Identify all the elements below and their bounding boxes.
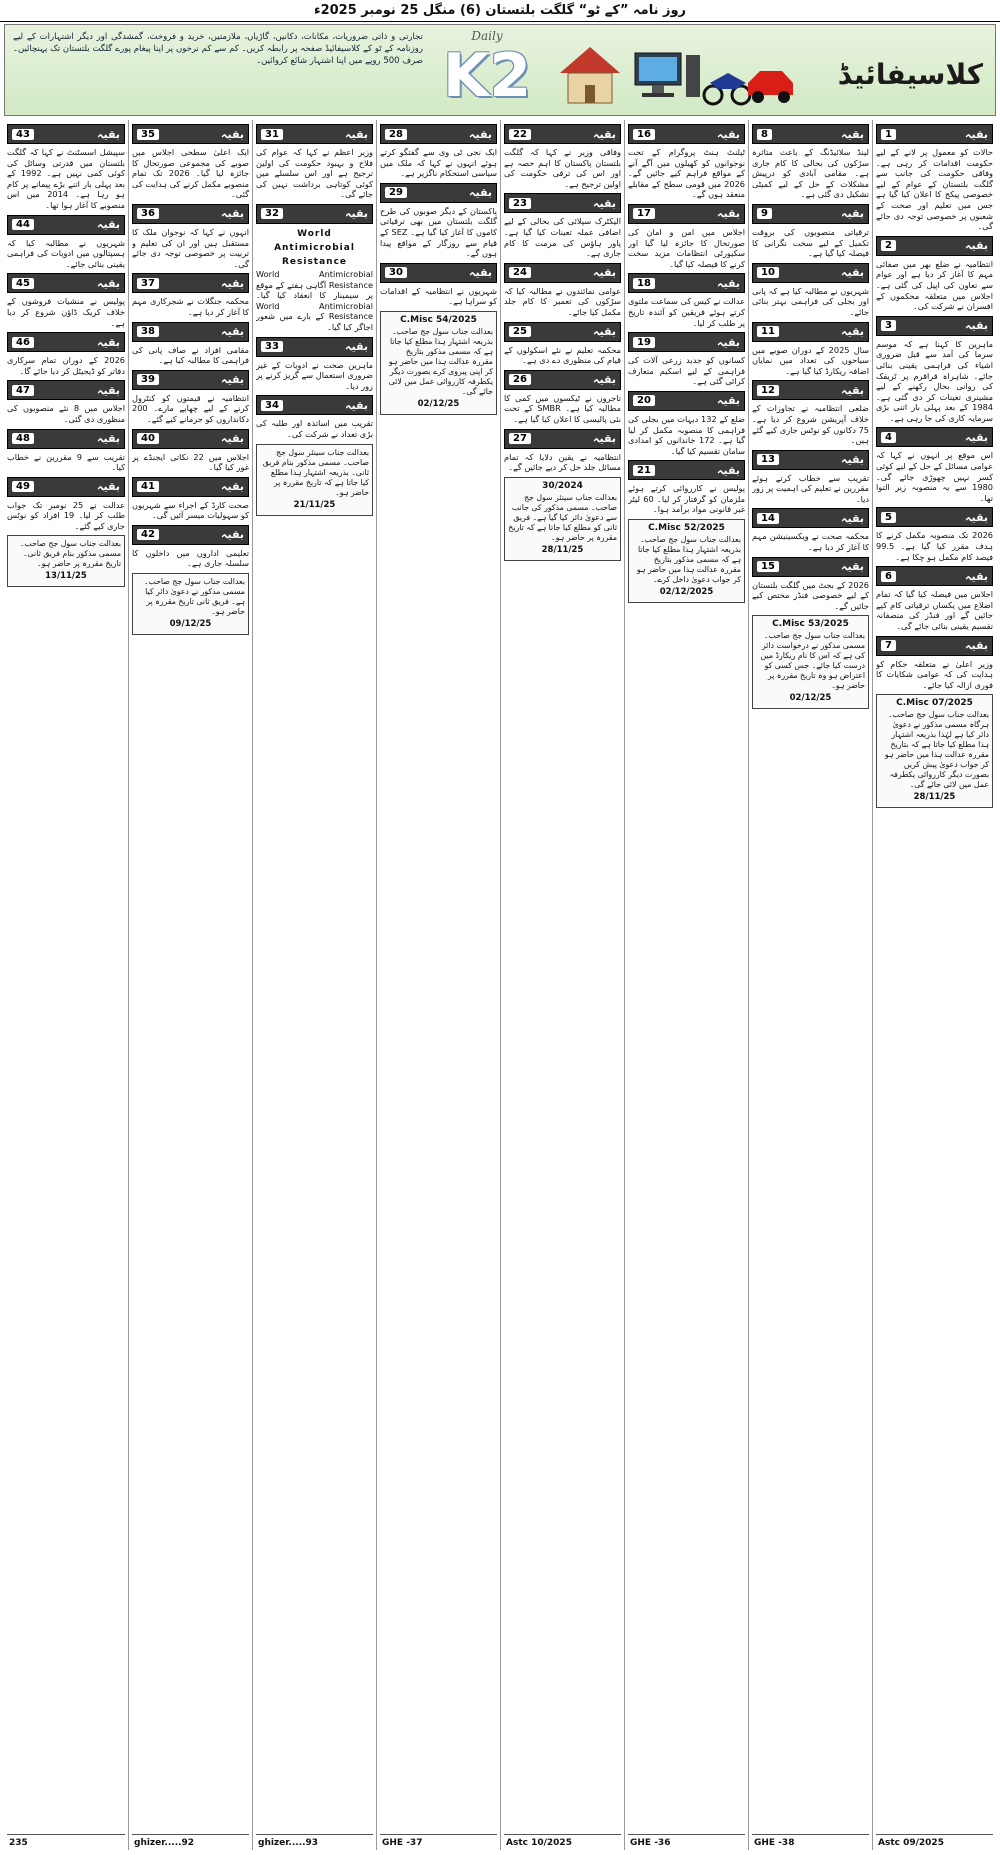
article-text: انتظامیہ نے قیمتوں کو کنٹرول کرنے کے لیے چھاپے مارے۔ 200 دکانداروں کو جرمانے کیے گئے۔ xyxy=(132,392,249,424)
article-text: عوامی نمائندوں نے مطالبہ کیا کہ سڑکوں کی تعمیر کا کام جلد مکمل کیا جائے۔ xyxy=(504,285,621,317)
continuation-tag xyxy=(7,124,125,144)
article-text: پاکستان کے دیگر صوبوں کی طرح گلگت بلتستان میں بھی ترقیاتی کاموں کا آغاز کیا گیا ہے۔ SEZ کے قیام سے روزگار کے مواقع پیدا ہوں گے۔ xyxy=(380,205,497,259)
continuation-tag xyxy=(132,322,249,342)
continuation-word: بقیہ xyxy=(345,207,368,221)
continuation-word: بقیہ xyxy=(841,560,864,574)
notice-text: بعدالت جناب سول جج صاحب۔ بذریعہ اشتہار ہذا مطلع کیا جاتا ہے کہ مسمی مذکور بتاریخ مقررہ عدالت ہذا میں حاضر ہو کر جواب دعویٰ داخل کرے۔ xyxy=(636,535,741,585)
continuation-word: بقیہ xyxy=(97,276,120,290)
article-text: 2026 تک منصوبہ مکمل کرنے کا ہدف مقرر کیا گیا ہے۔ 99.5 فیصد کام مکمل ہو چکا ہے۔ xyxy=(876,530,993,562)
article-text: تقریب سے 9 مقررین نے خطاب کیا۔ xyxy=(7,451,125,473)
news-column xyxy=(252,120,376,1850)
continuation-word: بقیہ xyxy=(593,266,616,280)
article-text: انہوں نے کہا کہ نوجوان ملک کا مستقبل ہیں اور ان کی تعلیم و تربیت پر خصوصی توجہ دی جائے گی۔ xyxy=(132,226,249,269)
english-term: Antimicrobial xyxy=(274,242,355,253)
continuation-tag xyxy=(380,124,497,144)
article-text: پولیس نے کارروائی کرتے ہوئے ملزمان کو گرفتار کر لیا۔ 60 لیٹر غیر قانونی مواد برآمد ہوا۔ xyxy=(628,483,745,515)
continuation-word: بقیہ xyxy=(841,511,864,525)
ad-reference-code: Astc 09/2025 xyxy=(876,1834,993,1850)
continuation-word: بقیہ xyxy=(717,207,740,221)
continuation-tag xyxy=(7,380,125,400)
continuation-tag xyxy=(132,273,249,293)
article-text: محکمہ تعلیم نے نئے اسکولوں کے قیام کی منظوری دے دی ہے۔ xyxy=(504,344,621,366)
article-text: لینڈ سلائیڈنگ کے باعث متاثرہ سڑکوں کی بحالی کا کام جاری ہے۔ مقامی آبادی کو درپیش مشکلات کے حل کے لیے کمیٹی تشکیل دی گئی ہے۔ xyxy=(752,147,869,200)
article-text: World Antimicrobial Resistance آگاہی ہفتے کے موقع پر سیمینار کا انعقاد کیا گیا۔ World Antimicrobial Resistance کے بارے میں شعور اجاگر کیا گیا۔ xyxy=(256,268,373,332)
continuation-word: بقیہ xyxy=(717,276,740,290)
article-text: مقامی افراد نے صاف پانی کی فراہمی کا مطالبہ کیا ہے۔ xyxy=(132,344,249,366)
continuation-word: بقیہ xyxy=(221,207,244,221)
continuation-word: بقیہ xyxy=(593,373,616,387)
continuation-tag xyxy=(132,525,249,545)
continuation-tag xyxy=(628,332,745,352)
continuation-number: 1 xyxy=(881,129,896,140)
continuation-number: 11 xyxy=(757,326,779,337)
article-text: الیکٹرک سپلائی کی بحالی کے لیے اضافی عملہ تعینات کیا گیا ہے۔ پاور ہاؤس کی مرمت کا کام جاری ہے۔ xyxy=(504,216,621,259)
continuation-number: 17 xyxy=(633,208,655,219)
continuation-number: 45 xyxy=(12,278,34,289)
continuation-number: 40 xyxy=(137,433,159,444)
continuation-number: 37 xyxy=(137,278,159,289)
continuation-word: بقیہ xyxy=(97,335,120,349)
continuation-tag xyxy=(504,322,621,342)
continuation-number: 47 xyxy=(12,385,34,396)
article-text: تعلیمی اداروں میں داخلوں کا سلسلہ جاری ہے۔ xyxy=(132,547,249,569)
continuation-number: 30 xyxy=(385,267,407,278)
notice-date: 21/11/25 xyxy=(293,499,336,510)
continuation-word: بقیہ xyxy=(221,127,244,141)
continuation-number: 14 xyxy=(757,513,779,524)
continuation-word: بقیہ xyxy=(717,335,740,349)
continuation-tag xyxy=(7,273,125,293)
article-text: 2026 کے دوران تمام سرکاری دفاتر کو ڈیجیٹل کر دیا جائے گا۔ xyxy=(7,355,125,376)
continuation-tag xyxy=(504,370,621,390)
continuation-word: بقیہ xyxy=(841,207,864,221)
article-text: اجلاس میں 8 نئے منصوبوں کی منظوری دی گئی۔ xyxy=(7,403,125,424)
continuation-tag xyxy=(628,204,745,224)
continuation-tag xyxy=(256,395,373,415)
continuation-number: 32 xyxy=(261,208,283,219)
continuation-number: 21 xyxy=(633,465,655,476)
continuation-number: 5 xyxy=(881,512,896,523)
continuation-tag xyxy=(380,183,497,203)
continuation-number: 18 xyxy=(633,278,655,289)
english-term: Resistance xyxy=(281,256,348,267)
continuation-word: بقیہ xyxy=(221,373,244,387)
article-text: اجلاس میں امن و امان کی صورتحال کا جائزہ لیا گیا اور سکیورٹی انتظامات مزید سخت کرنے کا فیصلہ کیا گیا۔ xyxy=(628,226,745,269)
notice-text: بعدالت جناب سول جج صاحب۔ مسمی مذکور بنام فریق ثانی۔ تاریخ مقررہ پر حاضر ہو۔ xyxy=(19,539,121,569)
news-column xyxy=(500,120,624,1850)
continuation-number: 15 xyxy=(757,561,779,572)
continuation-tag xyxy=(876,236,993,256)
continuation-number: 13 xyxy=(757,454,779,465)
ad-reference-code: ghizer.....93 xyxy=(256,1834,373,1850)
article-text: شہریوں نے انتظامیہ کے اقدامات کو سراہا ہے۔ xyxy=(380,285,497,307)
continuation-word: بقیہ xyxy=(965,639,988,653)
continuation-word: بقیہ xyxy=(593,196,616,210)
article-text: شہریوں نے مطالبہ کیا ہے کہ پانی اور بجلی کی فراہمی بہتر بنائی جائے۔ xyxy=(752,285,869,317)
article-text: صحت کارڈ کے اجراء سے شہریوں کو سہولیات میسر آئیں گی۔ xyxy=(132,499,249,521)
continuation-number: 29 xyxy=(385,187,407,198)
continuation-number: 36 xyxy=(137,208,159,219)
notice-date: 28/11/25 xyxy=(913,792,956,803)
article-text: 2026 کے بجٹ میں گلگت بلتستان کے لیے خصوصی فنڈز مختص کیے جائیں گے۔ xyxy=(752,579,869,611)
continuation-tag xyxy=(628,391,745,411)
continuation-tag xyxy=(752,322,869,342)
continuation-tag xyxy=(504,124,621,144)
continuation-tag xyxy=(752,508,869,528)
continuation-tag xyxy=(752,204,869,224)
notice-text: بعدالت جناب سول جج صاحب۔ بذریعہ اشتہار ہذا مطلع کیا جاتا ہے کہ مسمی مذکور بتاریخ مقررہ عدالت ہذا میں حاضر ہو کر اپنی پیروی کرے بصورت دیگر یکطرفہ کارروائی عمل میں لائی جائے گی۔ xyxy=(388,326,493,396)
ad-reference-code: 235 xyxy=(7,1834,125,1850)
continuation-tag xyxy=(7,477,125,497)
continuation-word: بقیہ xyxy=(593,432,616,445)
continuation-tag xyxy=(876,566,993,586)
continuation-word: بقیہ xyxy=(221,325,244,339)
article-text: وزیر اعظم نے کہا کہ عوام کی فلاح و بہبود حکومت کی اولین ترجیح ہے اور اس سلسلے میں کوئی کوتاہی برداشت نہیں کی جائے گی۔ xyxy=(256,147,373,200)
continuation-number: 48 xyxy=(12,433,34,444)
news-column xyxy=(4,120,128,1850)
continuation-word: بقیہ xyxy=(965,430,988,444)
continuation-tag xyxy=(504,263,621,283)
banner-promo-text: تجارتی و ذاتی ضروریات، مکانات، دکانیں، گاڑیاں، ملازمتیں، خرید و فروخت، گمشدگی اور دیگر اشتہارات کے لیے روزنامہ کے ٹو کے کلاسیفائیڈ صفحہ پر رابطہ کریں۔ کم سے کم نرخوں پر اپنا پیغام پورے گلگت بلتستان تک پہنچائیں۔ صرف 500 روپے میں اپنا اشتہار شائع کروائیں۔ xyxy=(13,32,423,66)
article-text: محکمہ صحت نے ویکسینیشن مہم کا آغاز کر دیا ہے۔ xyxy=(752,531,869,553)
continuation-word: بقیہ xyxy=(965,127,988,141)
continuation-word: بقیہ xyxy=(841,453,864,467)
continuation-tag xyxy=(876,427,993,447)
continuation-word: بقیہ xyxy=(841,383,864,397)
case-number: C.Misc 07/2025 xyxy=(896,698,973,709)
continuation-word: بقیہ xyxy=(345,340,368,354)
continuation-number: 35 xyxy=(137,129,159,140)
banner-title: کلاسیفائیڈ xyxy=(837,58,983,91)
article-text: عدالت نے 25 نومبر تک جواب طلب کر لیا۔ 19 افراد کو نوٹس جاری کیے گئے۔ xyxy=(7,499,125,531)
court-notice xyxy=(256,444,373,516)
continuation-number: 8 xyxy=(757,129,772,140)
continuation-number: 38 xyxy=(137,326,159,337)
continuation-number: 28 xyxy=(385,129,407,140)
article-text: وفاقی وزیر نے کہا کہ گلگت بلتستان پاکستان کا اہم حصہ ہے اور اس کی ترقی حکومت کی اولین ترجیح ہے۔ xyxy=(504,147,621,189)
article-text: ماہرین کا کہنا ہے کہ موسم سرما کی آمد سے قبل ضروری اشیاء کی فراہمی یقینی بنائی جائے۔ شاہراہ قراقرم پر ٹریفک کی روانی بحال رکھنے کے لیے مشینری تعینات کر دی گئی ہے۔ 1984 کے بعد پہلی بار اتنی بڑی سرمایہ کاری کی جا رہی ہے۔ xyxy=(876,338,993,423)
english-term: World xyxy=(297,228,332,239)
article-text: تقریب سے خطاب کرتے ہوئے مقررین نے تعلیم کی اہمیت پر زور دیا۔ xyxy=(752,472,869,504)
continuation-number: 42 xyxy=(137,529,159,540)
continuation-word: بقیہ xyxy=(469,266,492,280)
continuation-tag xyxy=(752,380,869,400)
continuation-word: بقیہ xyxy=(97,218,120,232)
continuation-number: 46 xyxy=(12,337,34,348)
continuation-tag xyxy=(380,263,497,283)
article-text: ماہرین صحت نے ادویات کے غیر ضروری استعمال سے گریز کرنے پر زور دیا۔ xyxy=(256,359,373,391)
continuation-tag xyxy=(628,273,745,293)
continuation-number: 9 xyxy=(757,208,772,219)
notice-text: بعدالت جناب سول جج صاحب۔ مسمی مذکور نے درخواست دائر کی ہے کہ اس کا نام ریکارڈ میں درست کیا جائے۔ جس کسی کو اعتراض ہو وہ تاریخ مقررہ پر حاضر ہو۔ xyxy=(760,631,865,691)
article-text: انتظامیہ نے یقین دلایا کہ تمام مسائل جلد حل کر دیے جائیں گے۔ xyxy=(504,451,621,473)
ad-reference-code: ghizer.....92 xyxy=(132,1834,249,1850)
continuation-word: بقیہ xyxy=(717,394,740,408)
continuation-number: 34 xyxy=(261,400,283,411)
continuation-number: 25 xyxy=(509,326,531,337)
article-text: اجلاس میں 22 نکاتی ایجنڈے پر غور کیا گیا۔ xyxy=(132,451,249,473)
continuation-tag xyxy=(7,429,125,449)
continuation-number: 16 xyxy=(633,129,655,140)
continuation-number: 4 xyxy=(881,432,896,443)
article-text: سال 2025 کے دوران صوبے میں سیاحوں کی تعداد میں نمایاں اضافہ ریکارڈ کیا گیا ہے۔ xyxy=(752,344,869,376)
article-text: پولیس نے منشیات فروشوں کے خلاف کریک ڈاؤن شروع کر دیا ہے۔ xyxy=(7,296,125,328)
continuation-word: بقیہ xyxy=(221,528,244,542)
news-columns xyxy=(4,120,996,1850)
article-text: حالات کو معمول پر لانے کے لیے حکومت اقدامات کر رہی ہے۔ وفاقی حکومت کی جانب سے گلگت بلتستان کے عوام کے لیے خصوصی پیکج کا اعلان کیا گیا ہے جس میں تعلیم اور صحت کے شعبوں پر خصوصی توجہ دی جائے گی۔ xyxy=(876,147,993,232)
continuation-word: بقیہ xyxy=(593,127,616,141)
classified-banner xyxy=(4,24,996,116)
continuation-tag xyxy=(256,204,373,224)
continuation-word: بقیہ xyxy=(965,510,988,524)
continuation-number: 23 xyxy=(509,198,531,209)
continuation-tag xyxy=(876,124,993,144)
court-notice xyxy=(504,477,621,561)
continuation-word: بقیہ xyxy=(841,266,864,280)
continuation-tag xyxy=(876,507,993,527)
continuation-word: بقیہ xyxy=(345,398,368,412)
continuation-tag xyxy=(132,204,249,224)
continuation-number: 33 xyxy=(261,341,283,352)
continuation-number: 39 xyxy=(137,374,159,385)
notice-date: 13/11/25 xyxy=(45,571,87,582)
news-column xyxy=(376,120,500,1850)
page-dateline: روز نامہ ”کے ٹو“ گلگت بلتستان (6) منگل 25 نومبر 2025ء xyxy=(0,0,1000,22)
court-notice xyxy=(7,535,125,587)
continuation-number: 43 xyxy=(12,129,34,140)
continuation-word: بقیہ xyxy=(345,127,368,141)
article-text: انتظامیہ نے ضلع بھر میں صفائی مہم کا آغاز کر دیا ہے اور عوام سے تعاون کی اپیل کی گئی ہے۔ اجلاس میں متعلقہ محکموں کے افسران نے شرکت کی۔ xyxy=(876,258,993,312)
continuation-word: بقیہ xyxy=(221,432,244,445)
continuation-number: 41 xyxy=(137,481,159,492)
continuation-tag xyxy=(132,477,249,497)
ad-reference-code: GHE -37 xyxy=(380,1834,497,1850)
ad-reference-code: GHE -36 xyxy=(628,1834,745,1850)
continuation-word: بقیہ xyxy=(97,480,120,494)
continuation-number: 6 xyxy=(881,571,896,582)
article-text: ضلع کے 132 دیہات میں بجلی کی فراہمی کا منصوبہ مکمل کر لیا گیا ہے۔ 172 خاندانوں کو امدادی سامان تقسیم کیا گیا۔ xyxy=(628,413,745,456)
continuation-tag xyxy=(132,429,249,449)
continuation-tag xyxy=(628,460,745,480)
continuation-tag xyxy=(876,316,993,336)
court-notice xyxy=(752,615,869,709)
continuation-word: بقیہ xyxy=(717,127,740,141)
continuation-word: بقیہ xyxy=(97,383,120,397)
court-notice xyxy=(380,311,497,415)
case-number: C.Misc 53/2025 xyxy=(772,619,849,630)
banner-illustration-icon xyxy=(550,33,795,111)
continuation-tag xyxy=(752,124,869,144)
notice-date: 02/12/25 xyxy=(789,693,832,704)
continuation-tag xyxy=(256,337,373,357)
notice-text: بعدالت جناب سول جج صاحب۔ ہرگاہ مسمی مذکور نے دعویٰ دائر کیا ہے لہٰذا بذریعہ اشتہار ہذا مطلع کیا جاتا ہے کہ بتاریخ مقررہ عدالت ہذا میں حاضر ہو کر جواب دعویٰ پیش کریں بصورت دیگر کارروائی یکطرفہ عمل میں لائی جائے گی۔ xyxy=(884,710,989,790)
continuation-word: بقیہ xyxy=(221,276,244,290)
continuation-tag xyxy=(132,124,249,144)
case-number: 30/2024 xyxy=(542,480,583,491)
continuation-number: 2 xyxy=(881,240,896,251)
continuation-tag xyxy=(504,193,621,213)
ad-reference-code: GHE -38 xyxy=(752,1834,869,1850)
continuation-word: بقیہ xyxy=(841,325,864,339)
article-text: ایک اعلیٰ سطحی اجلاس میں صوبے کی مجموعی صورتحال کا جائزہ لیا گیا۔ 2026 تک تمام منصوبے مکمل کرنے کی ہدایت کی گئی۔ xyxy=(132,147,249,200)
continuation-number: 31 xyxy=(261,129,283,140)
continuation-tag xyxy=(7,332,125,352)
article-text: ٹیلنٹ ہنٹ پروگرام کے تحت نوجوانوں کو کھیلوں میں آگے آنے کے مواقع فراہم کیے جائیں گے۔ 2026 میں قومی سطح کے مقابلے منعقد ہوں گے۔ xyxy=(628,147,745,200)
notice-text: بعدالت جناب سینئر سول جج صاحب۔ مسمی مذکور کی جانب سے دعویٰ دائر کیا گیا ہے۔ فریق ثانی کو مطلع کیا جاتا ہے کہ تاریخ مقررہ پر حاضر ہو۔ xyxy=(508,492,617,542)
court-notice xyxy=(876,694,993,808)
continuation-word: بقیہ xyxy=(469,127,492,141)
notice-text: بعدالت جناب سینئر سول جج صاحب۔ مسمی مذکور بنام فریق ثانی۔ بذریعہ اشتہار ہذا مطلع کیا جاتا ہے کہ تاریخ مقررہ پر حاضر ہو۔ xyxy=(262,447,369,497)
k2-logo xyxy=(437,29,537,113)
article-text: محکمہ جنگلات نے شجرکاری مہم کا آغاز کر دیا ہے۔ xyxy=(132,296,249,317)
case-number: C.Misc 52/2025 xyxy=(648,523,725,534)
continuation-word: بقیہ xyxy=(841,127,864,141)
logo-k2-label: K2 xyxy=(442,41,532,111)
article-text: اس موقع پر انہوں نے کہا کہ عوامی مسائل کے حل کے لیے کوئی کسر نہیں چھوڑی جائے گی۔ 1980 سے یہ منصوبہ زیر التوا تھا۔ xyxy=(876,450,993,503)
news-column xyxy=(872,120,996,1850)
article-text: ترقیاتی منصوبوں کی بروقت تکمیل کے لیے سخت نگرانی کا فیصلہ کیا گیا ہے۔ xyxy=(752,226,869,259)
continuation-number: 27 xyxy=(509,433,531,444)
continuation-tag xyxy=(7,215,125,235)
news-column xyxy=(624,120,748,1850)
continuation-tag xyxy=(132,370,249,390)
continuation-tag xyxy=(504,429,621,449)
notice-date: 28/11/25 xyxy=(541,544,584,555)
article-text: شہریوں نے مطالبہ کیا کہ ہسپتالوں میں ادویات کی فراہمی یقینی بنائی جائے۔ xyxy=(7,237,125,269)
continuation-number: 3 xyxy=(881,320,896,331)
article-text: سپیشل اسسٹنٹ نے کہا کہ گلگت بلتستان میں قدرتی وسائل کی کوئی کمی نہیں ہے۔ 1992 کے بعد پہلی بار اتنے بڑے پیمانے پر کام ہو رہا ہے۔ 2014 میں اس منصوبے کا آغاز ہوا تھا۔ xyxy=(7,147,125,210)
ad-reference-code: Astc 10/2025 xyxy=(504,1834,621,1850)
continuation-tag xyxy=(256,124,373,144)
continuation-tag xyxy=(752,450,869,470)
continuation-word: بقیہ xyxy=(97,127,120,141)
logo-daily-label: Daily xyxy=(471,29,503,43)
news-column xyxy=(128,120,252,1850)
continuation-word: بقیہ xyxy=(469,186,492,200)
court-notice xyxy=(132,573,249,635)
article-text: وزیر اعلیٰ نے متعلقہ حکام کو ہدایت کی کہ عوامی شکایات کا فوری ازالہ کیا جائے۔ xyxy=(876,658,993,690)
article-text: ایک نجی ٹی وی سے گفتگو کرتے ہوئے انہوں نے کہا کہ ملک میں سیاسی استحکام ناگزیر ہے۔ xyxy=(380,147,497,179)
article-text: تقریب میں اساتذہ اور طلبہ کی بڑی تعداد نے شرکت کی۔ xyxy=(256,418,373,439)
continuation-number: 12 xyxy=(757,385,779,396)
notice-date: 02/12/2025 xyxy=(659,587,714,598)
continuation-number: 20 xyxy=(633,395,655,406)
continuation-number: 24 xyxy=(509,267,531,278)
continuation-word: بقیہ xyxy=(97,432,120,445)
continuation-word: بقیہ xyxy=(965,569,988,583)
continuation-tag xyxy=(752,557,869,577)
continuation-tag xyxy=(628,124,745,144)
continuation-number: 49 xyxy=(12,481,34,492)
notice-date: 09/12/25 xyxy=(169,619,212,630)
continuation-word: بقیہ xyxy=(717,463,740,477)
continuation-number: 44 xyxy=(12,219,34,230)
continuation-tag xyxy=(752,263,869,283)
court-notice xyxy=(628,519,745,603)
continuation-tag xyxy=(876,636,993,656)
continuation-number: 19 xyxy=(633,337,655,348)
article-text: اجلاس میں فیصلہ کیا گیا کہ تمام اضلاع میں یکساں ترقیاتی کام کیے جائیں گے اور فنڈز کی منصفانہ تقسیم یقینی بنائی جائے گی۔ xyxy=(876,589,993,631)
continuation-number: 22 xyxy=(509,129,531,140)
notice-date: 02/12/25 xyxy=(417,398,460,409)
continuation-word: بقیہ xyxy=(965,319,988,333)
article-text: عدالت نے کیس کی سماعت ملتوی کرتے ہوئے فریقین کو آئندہ تاریخ پر طلب کر لیا۔ xyxy=(628,296,745,328)
case-number: C.Misc 54/2025 xyxy=(400,314,477,325)
notice-text: بعدالت جناب سول جج صاحب۔ مسمی مذکور نے دعویٰ دائر کیا ہے۔ فریق ثانی تاریخ مقررہ پر حاضر ہو۔ xyxy=(143,577,245,617)
news-column xyxy=(748,120,872,1850)
continuation-word: بقیہ xyxy=(965,239,988,253)
continuation-number: 7 xyxy=(881,640,896,651)
article-text: ضلعی انتظامیہ نے تجاوزات کے خلاف آپریشن شروع کر دیا ہے۔ 75 دکانوں کو نوٹس جاری کیے گئے ہیں۔ xyxy=(752,403,869,446)
continuation-word: بقیہ xyxy=(593,325,616,339)
article-text: تاجروں نے ٹیکسوں میں کمی کا مطالبہ کیا ہے۔ SMBR کے تحت نئی پالیسی کا اعلان کیا گیا ہے۔ xyxy=(504,392,621,424)
continuation-number: 10 xyxy=(757,267,779,278)
continuation-word: بقیہ xyxy=(221,480,244,494)
article-text: کسانوں کو جدید زرعی آلات کی فراہمی کے لیے اسکیم متعارف کرائی گئی ہے۔ xyxy=(628,355,745,387)
continuation-number: 26 xyxy=(509,374,531,385)
